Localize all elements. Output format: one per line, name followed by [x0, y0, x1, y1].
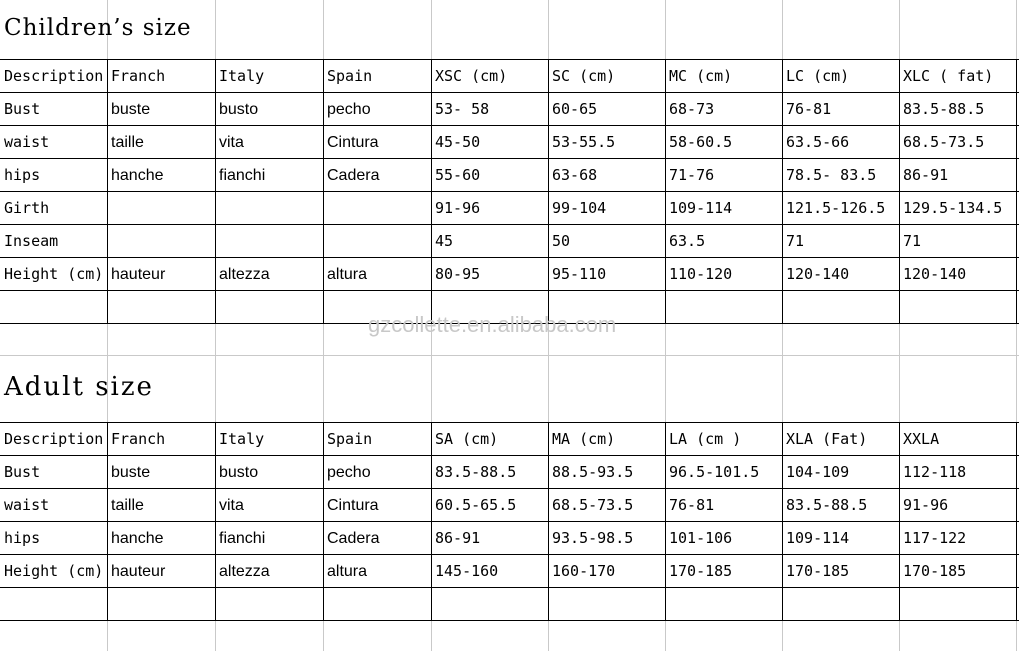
table-cell: vita — [215, 489, 324, 522]
table-cell: altura — [323, 258, 432, 291]
table-cell: 91-96 — [899, 489, 1017, 522]
column-header: Franch — [107, 423, 216, 456]
table-cell: 109-114 — [782, 522, 900, 555]
table-cell: 145-160 — [431, 555, 549, 588]
table-cell: 71 — [782, 225, 900, 258]
column-header: LA (cm ) — [665, 423, 783, 456]
table-cell — [0, 291, 108, 324]
column-header: SA (cm) — [431, 423, 549, 456]
table-row — [0, 125, 1019, 159]
table-cell: fianchi — [215, 159, 324, 192]
table-cell: 58-60.5 — [665, 126, 783, 159]
table-cell: 170-185 — [665, 555, 783, 588]
table-cell: 68.5-73.5 — [548, 489, 666, 522]
table-cell: 76-81 — [782, 93, 900, 126]
table-cell — [323, 192, 432, 225]
table-cell: 68-73 — [665, 93, 783, 126]
table-cell: buste — [107, 93, 216, 126]
table-row — [0, 92, 1019, 126]
table-cell: 117-122 — [899, 522, 1017, 555]
column-header: Italy — [215, 60, 324, 93]
table-cell: busto — [215, 456, 324, 489]
table-cell: 109-114 — [665, 192, 783, 225]
table-cell: 112-118 — [899, 456, 1017, 489]
table-cell: 63.5 — [665, 225, 783, 258]
table-cell: 68.5-73.5 — [899, 126, 1017, 159]
table-cell: 170-185 — [782, 555, 900, 588]
table-cell: 71-76 — [665, 159, 783, 192]
table-cell: Height (cm) — [0, 555, 108, 588]
table-cell — [899, 291, 1017, 324]
table-cell: 95-110 — [548, 258, 666, 291]
children-size-title: Children’s size — [4, 15, 192, 41]
adult-size-title: Adult size — [4, 372, 154, 402]
column-header: Italy — [215, 423, 324, 456]
column-header: Spain — [323, 60, 432, 93]
table-cell: hips — [0, 159, 108, 192]
table-row — [0, 257, 1019, 291]
table-cell — [431, 588, 549, 621]
table-cell — [665, 291, 783, 324]
table-cell: taille — [107, 126, 216, 159]
table-cell — [0, 588, 108, 621]
table-border — [0, 620, 1019, 621]
table-cell: buste — [107, 456, 216, 489]
table-cell — [323, 225, 432, 258]
table-cell: Inseam — [0, 225, 108, 258]
table-cell: 83.5-88.5 — [899, 93, 1017, 126]
table-row — [0, 554, 1019, 588]
table-cell: pecho — [323, 93, 432, 126]
column-header: XSC (cm) — [431, 60, 549, 93]
table-cell — [782, 588, 900, 621]
table-cell — [782, 291, 900, 324]
table-row — [0, 521, 1019, 555]
table-cell — [215, 225, 324, 258]
grid-line — [0, 355, 1019, 356]
column-header: XXLA — [899, 423, 1017, 456]
table-cell: 104-109 — [782, 456, 900, 489]
table-cell — [107, 225, 216, 258]
table-cell — [215, 588, 324, 621]
table-cell — [665, 588, 783, 621]
table-cell: 120-140 — [899, 258, 1017, 291]
table-cell: 60-65 — [548, 93, 666, 126]
table-cell — [107, 588, 216, 621]
table-cell: taille — [107, 489, 216, 522]
table-cell: Bust — [0, 93, 108, 126]
column-header: LC (cm) — [782, 60, 900, 93]
table-header-row — [0, 59, 1019, 93]
table-cell: 83.5-88.5 — [782, 489, 900, 522]
table-cell — [548, 588, 666, 621]
table-cell: busto — [215, 93, 324, 126]
table-cell: hauteur — [107, 555, 216, 588]
column-header: Description — [0, 423, 108, 456]
column-header: XLC ( fat) — [899, 60, 1017, 93]
table-cell: waist — [0, 489, 108, 522]
table-cell: 83.5-88.5 — [431, 456, 549, 489]
table-cell: 76-81 — [665, 489, 783, 522]
table-cell: waist — [0, 126, 108, 159]
table-cell: altezza — [215, 555, 324, 588]
table-row — [0, 488, 1019, 522]
table-cell — [899, 588, 1017, 621]
table-cell: 86-91 — [899, 159, 1017, 192]
table-row — [0, 158, 1019, 192]
table-cell: 78.5- 83.5 — [782, 159, 900, 192]
table-cell: 63.5-66 — [782, 126, 900, 159]
table-cell: hanche — [107, 522, 216, 555]
table-cell: 55-60 — [431, 159, 549, 192]
table-cell: vita — [215, 126, 324, 159]
table-cell: 50 — [548, 225, 666, 258]
table-cell: 110-120 — [665, 258, 783, 291]
column-header: Spain — [323, 423, 432, 456]
table-cell — [323, 588, 432, 621]
table-cell: hauteur — [107, 258, 216, 291]
table-header-row — [0, 422, 1019, 456]
table-cell: 91-96 — [431, 192, 549, 225]
table-cell: 120-140 — [782, 258, 900, 291]
table-cell: 71 — [899, 225, 1017, 258]
column-header: SC (cm) — [548, 60, 666, 93]
table-row — [0, 191, 1019, 225]
table-cell — [215, 192, 324, 225]
table-cell: 129.5-134.5 — [899, 192, 1017, 225]
table-cell: Height (cm) — [0, 258, 108, 291]
column-header: XLA (Fat) — [782, 423, 900, 456]
table-cell: 63-68 — [548, 159, 666, 192]
table-cell: fianchi — [215, 522, 324, 555]
table-cell: 160-170 — [548, 555, 666, 588]
table-cell: 101-106 — [665, 522, 783, 555]
table-cell: altura — [323, 555, 432, 588]
table-cell: 121.5-126.5 — [782, 192, 900, 225]
table-cell: 53-55.5 — [548, 126, 666, 159]
table-row — [0, 587, 1019, 621]
table-cell: 96.5-101.5 — [665, 456, 783, 489]
table-cell: 99-104 — [548, 192, 666, 225]
watermark: gzcollette.en.alibaba.com — [368, 312, 617, 337]
table-cell: Girth — [0, 192, 108, 225]
table-row — [0, 224, 1019, 258]
column-header: Description — [0, 60, 108, 93]
table-cell — [107, 291, 216, 324]
table-cell: pecho — [323, 456, 432, 489]
table-cell: Bust — [0, 456, 108, 489]
table-cell: 80-95 — [431, 258, 549, 291]
table-cell: hanche — [107, 159, 216, 192]
table-cell: hips — [0, 522, 108, 555]
table-cell: Cintura — [323, 489, 432, 522]
column-header: Franch — [107, 60, 216, 93]
column-header: MC (cm) — [665, 60, 783, 93]
table-cell: altezza — [215, 258, 324, 291]
table-cell: 88.5-93.5 — [548, 456, 666, 489]
table-cell: 60.5-65.5 — [431, 489, 549, 522]
table-cell: 93.5-98.5 — [548, 522, 666, 555]
table-cell — [107, 192, 216, 225]
table-cell: 53- 58 — [431, 93, 549, 126]
table-cell — [215, 291, 324, 324]
table-cell: 170-185 — [899, 555, 1017, 588]
table-cell: 45-50 — [431, 126, 549, 159]
table-row — [0, 455, 1019, 489]
table-cell: Cintura — [323, 126, 432, 159]
table-cell: 86-91 — [431, 522, 549, 555]
table-cell: 45 — [431, 225, 549, 258]
column-header: MA (cm) — [548, 423, 666, 456]
table-cell: Cadera — [323, 159, 432, 192]
table-cell: Cadera — [323, 522, 432, 555]
